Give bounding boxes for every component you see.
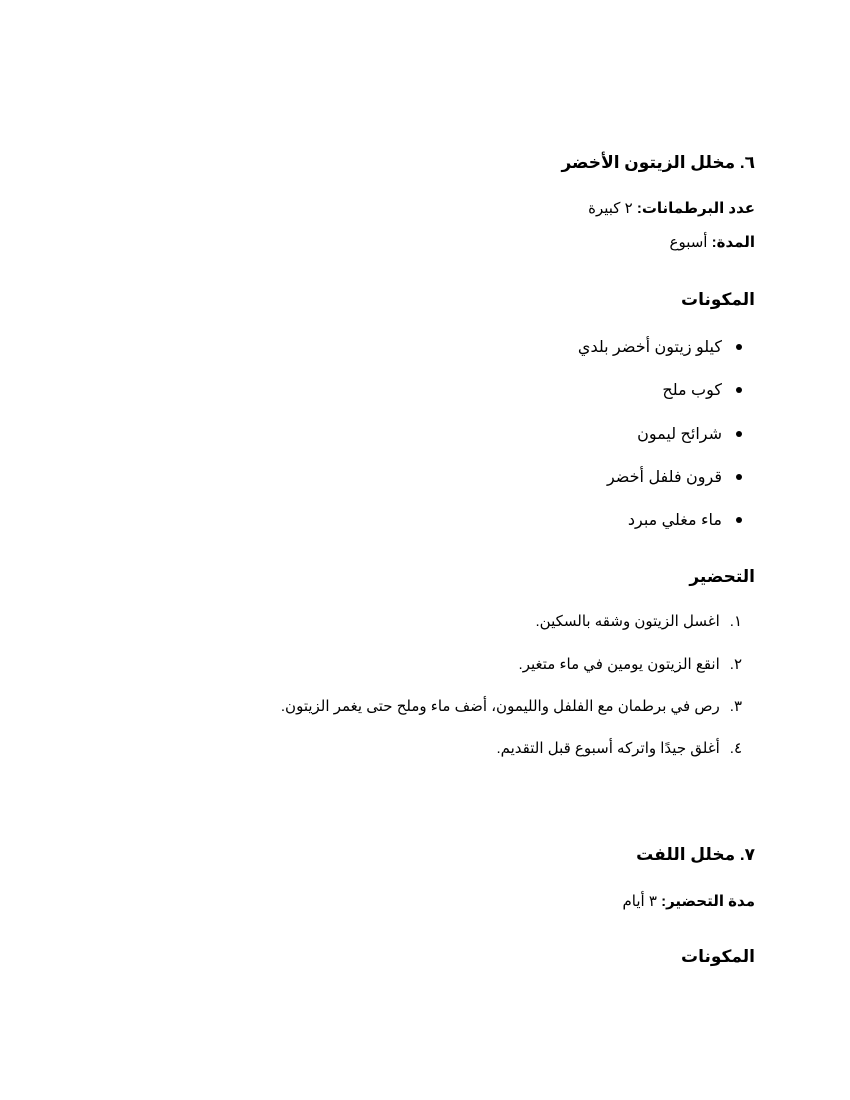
step-number: ٤.	[729, 740, 742, 757]
bullet-icon	[736, 344, 742, 350]
bullet-icon	[736, 387, 742, 393]
ingredient-text: كوب ملح	[662, 382, 722, 399]
step-number: ١.	[729, 613, 742, 630]
recipe-6-jars	[588, 199, 755, 217]
recipe-7-title: ٧. مخلل اللفت	[636, 845, 755, 864]
step-text: انقع الزيتون يومين في ماء متغير.	[518, 656, 720, 673]
ingredient-item	[662, 380, 742, 400]
ingredient-item	[628, 510, 742, 530]
ingredient-text: كيلو زيتون أخضر بلدي	[577, 339, 722, 356]
duration-value: أسبوع	[669, 234, 708, 251]
recipe-6-title: ٦. مخلل الزيتون الأخضر	[561, 153, 755, 172]
duration-label: المدة:	[711, 234, 755, 251]
ingredient-text: شرائح ليمون	[637, 426, 722, 443]
prep-step	[519, 655, 742, 673]
bullet-icon	[736, 474, 742, 480]
prep-step	[281, 697, 742, 715]
ingredient-item	[607, 467, 742, 487]
step-number: ٢.	[729, 656, 742, 673]
prep-step	[496, 739, 742, 757]
step-text: رص في برطمان مع الفلفل والليمون، أضف ماء وملح حتى يغمر الزيتون.	[280, 698, 720, 715]
recipe-6-prep-heading: التحضير	[689, 567, 755, 586]
recipe-7-ingredients-heading: المكونات	[680, 947, 755, 966]
ingredient-item	[637, 424, 742, 444]
prep-step	[535, 612, 742, 630]
ingredient-text: قرون فلفل أخضر	[606, 469, 722, 486]
ingredient-item	[578, 337, 742, 357]
recipe-7-prep-time	[622, 892, 755, 910]
recipe-6-ingredients-heading: المكونات	[680, 290, 755, 309]
jars-value: ٢ كبيرة	[588, 200, 633, 217]
recipe-6-duration	[670, 233, 756, 251]
prep-time-value: ٣ أيام	[622, 893, 657, 910]
bullet-icon	[736, 431, 742, 437]
prep-time-label: مدة التحضير:	[661, 893, 755, 910]
jars-label: عدد البرطمانات:	[636, 200, 755, 217]
step-number: ٣.	[729, 698, 742, 715]
step-text: اغسل الزيتون وشقه بالسكين.	[535, 613, 720, 630]
step-text: أغلق جيدًا واتركه أسبوع قبل التقديم.	[496, 740, 720, 757]
bullet-icon	[736, 517, 742, 523]
ingredient-text: ماء مغلي مبرد	[627, 512, 722, 529]
